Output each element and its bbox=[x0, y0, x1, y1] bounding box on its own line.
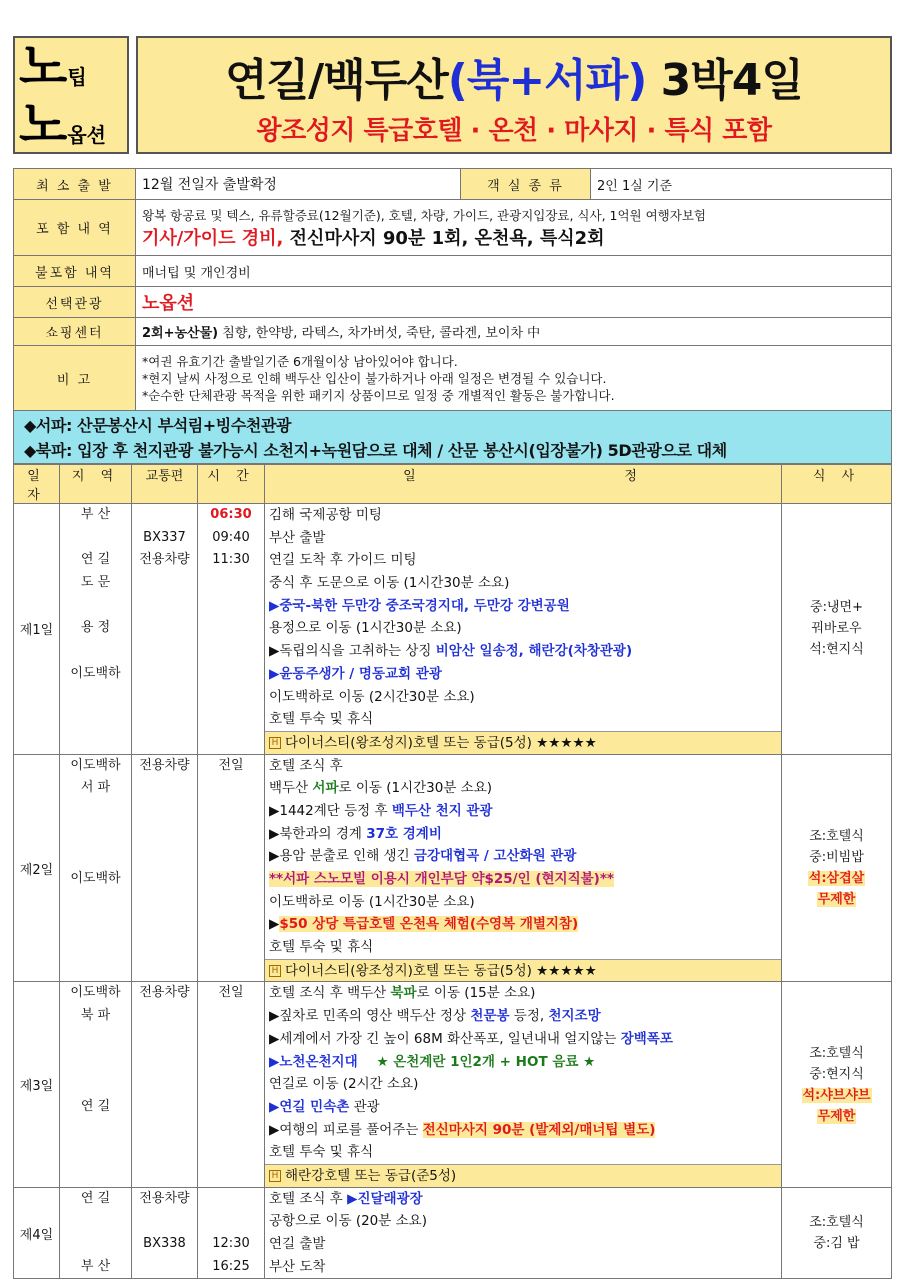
hotel-icon: H bbox=[269, 1170, 281, 1182]
room-type-label: 객 실 종 류 bbox=[461, 169, 591, 200]
day-1-row bbox=[14, 504, 892, 755]
header-meal: 식 사 bbox=[782, 465, 892, 504]
day-3-hotel: H 해란강호텔 또는 동급(준5성) bbox=[265, 1164, 781, 1187]
day-2-row bbox=[14, 754, 892, 982]
brand-logo-box bbox=[13, 36, 129, 154]
shopping-value: 2회+농산물) 침향, 한약방, 라텍스, 차가버섯, 죽탄, 콜라겐, 보이차 中 bbox=[136, 318, 892, 346]
min-departure-label: 최 소 출 발 bbox=[14, 169, 136, 200]
day-4-plan: 호텔 조식 후 ▶진달래광장 공항으로 이동 (20분 소요) 연길 출발 부산 도착 bbox=[265, 1187, 782, 1279]
header-region: 지 역 bbox=[60, 465, 132, 504]
min-departure-value: 12월 전일자 출발확정 bbox=[136, 169, 461, 200]
hotel-icon: H bbox=[269, 737, 281, 749]
day-3-label: 제3일 bbox=[14, 982, 60, 1187]
day-3-transport: 전용차량 bbox=[132, 982, 198, 1187]
excluded-value: 매너팁 및 개인경비 bbox=[136, 256, 892, 287]
day-4-regions: 연 길 부 산 bbox=[60, 1187, 132, 1279]
day-2-meals: 조:호텔식 중:비빔밥 석:삼겹살 무제한 bbox=[782, 754, 892, 982]
day-1-transport: BX337 전용차량 bbox=[132, 504, 198, 755]
day-3-row bbox=[14, 982, 892, 1187]
route-note-banner bbox=[13, 410, 892, 464]
logo-no-tip: 노팁 bbox=[19, 38, 87, 96]
day-3-times: 전일 bbox=[198, 982, 265, 1187]
included-value: 왕복 항공료 및 텍스, 유류할증료(12월기준), 호텔, 차량, 가이드, 관광지입장료, 식사, 1억원 여행자보험 기사/가이드 경비, 전신마사지 90분 1회, 온천욕, 특식2회 bbox=[136, 200, 892, 256]
hotel-icon: H bbox=[269, 965, 281, 977]
day-4-meals: 조:호텔식 중:김 밥 bbox=[782, 1187, 892, 1279]
room-type-value: 2인 1실 기준 bbox=[591, 169, 892, 200]
notes-label: 비 고 bbox=[14, 346, 136, 412]
day-1-meals: 중:냉면+ 꿔바로우 석:현지식 bbox=[782, 504, 892, 755]
header-day: 일 자 bbox=[14, 465, 60, 504]
west-route-note: ◆서파: 산문봉산시 부석림+빙수천관광 bbox=[24, 416, 292, 435]
shopping-label: 쇼핑센터 bbox=[14, 318, 136, 346]
day-2-regions: 이도백하 서 파 이도백하 bbox=[60, 754, 132, 982]
header-transport: 교통편 bbox=[132, 465, 198, 504]
excluded-label: 불포함 내역 bbox=[14, 256, 136, 287]
tour-info-table bbox=[13, 168, 892, 412]
included-label: 포 함 내 역 bbox=[14, 200, 136, 256]
itinerary-table bbox=[13, 464, 892, 1279]
day-2-times: 전일 bbox=[198, 754, 265, 982]
day-4-row bbox=[14, 1187, 892, 1279]
tour-title: 연길/백두산(북+서파) 3박4일 bbox=[225, 55, 803, 106]
header-time: 시 간 bbox=[198, 465, 265, 504]
day-2-label: 제2일 bbox=[14, 754, 60, 982]
day-4-times: 12:30 16:25 bbox=[198, 1187, 265, 1279]
day-1-plan: 김해 국제공항 미팅 부산 출발 연길 도착 후 가이드 미팅 중식 후 도문으로 이동 (1시간30분 소요) ▶중국-북한 두만강 중조국경지대, 두만강 강변공원 용정으로 이동 (1시간30분 소요) ▶독립의식을 고취하는 상징 비암산 일송정, 해란강(차창관광) ▶윤동주생가 / 명동교회 관광 이도백하로 이동 (2시간30분 소요) 호텔 투숙 및 휴식 H 다이너스티(왕조성지)호텔 또는 동급(5성) ★★★★★ bbox=[265, 504, 782, 755]
day-2-hotel: H 다이너스티(왕조성지)호텔 또는 동급(5성) ★★★★★ bbox=[265, 959, 781, 982]
logo-no-option: 노옵션 bbox=[19, 96, 106, 154]
day-1-regions: 부 산 연 길 도 문 용 정 이도백하 bbox=[60, 504, 132, 755]
day-4-label: 제4일 bbox=[14, 1187, 60, 1279]
day-1-label: 제1일 bbox=[14, 504, 60, 755]
day-1-hotel: H 다이너스티(왕조성지)호텔 또는 동급(5성) ★★★★★ bbox=[265, 731, 781, 754]
optional-label: 선택관광 bbox=[14, 287, 136, 318]
day-2-transport: 전용차량 bbox=[132, 754, 198, 982]
header-plan: 일 정 bbox=[265, 465, 782, 504]
day-1-times: 06:30 09:40 11:30 bbox=[198, 504, 265, 755]
notes-value: *여권 유효기간 출발일기준 6개월이상 남아있어야 합니다. *현지 날씨 사정으로 인해 백두산 입산이 불가하거나 아래 일정은 변경될 수 있습니다. *순수한 단체관광 목적을 위한 패키지 상품이므로 일정 중 개별적인 활동은 불가합니다. bbox=[136, 346, 892, 412]
day-3-plan: 호텔 조식 후 백두산 북파로 이동 (15분 소요) ▶짚차로 민족의 영산 백두산 정상 천문봉 등정, 천지조망 ▶세계에서 가장 긴 높이 68M 화산폭포, 일년내내 얼지않는 장백폭포 ▶노천온천지대 ★ 온천계란 1인2개 + HOT 음료 ★ 연길로 이동 (2시간 소요) ▶연길 민속촌 관광 ▶여행의 피로를 풀어주는 전신마사지 90분 (발제외/매너팁 별도) 호텔 투숙 및 휴식 H 해란강호텔 또는 동급(준5성) bbox=[265, 982, 782, 1187]
north-route-note: ◆북파: 입장 후 천지관광 불가능시 소천지+녹원담으로 대체 / 산문 봉산시(입장불가) 5D관광으로 대체 bbox=[24, 441, 727, 460]
day-3-meals: 조:호텔식 중:현지식 석:샤브샤브 무제한 bbox=[782, 982, 892, 1187]
tour-title-box bbox=[136, 36, 892, 154]
optional-value: 노옵션 bbox=[136, 287, 892, 318]
tour-subtitle: 왕조성지 특급호텔 · 온천 · 마사지 · 특식 포함 bbox=[256, 116, 772, 146]
day-4-transport: 전용차량 BX338 bbox=[132, 1187, 198, 1279]
day-3-regions: 이도백하 북 파 연 길 bbox=[60, 982, 132, 1187]
day-2-plan: 호텔 조식 후 백두산 서파로 이동 (1시간30분 소요) ▶1442계단 등정 후 백두산 천지 관광 ▶북한과의 경계 37호 경계비 ▶용암 분출로 인해 생긴 금강대협곡 / 고산화원 관광 **서파 스노모빌 이용시 개인부담 약$25/인 (현지직불)** 이도백하로 이동 (1시간30분 소요) ▶$50 상당 특급호텔 온천욕 체험(수영복 개별지참) 호텔 투숙 및 휴식 H 다이너스티(왕조성지)호텔 또는 동급(5성) ★★★★★ bbox=[265, 754, 782, 982]
